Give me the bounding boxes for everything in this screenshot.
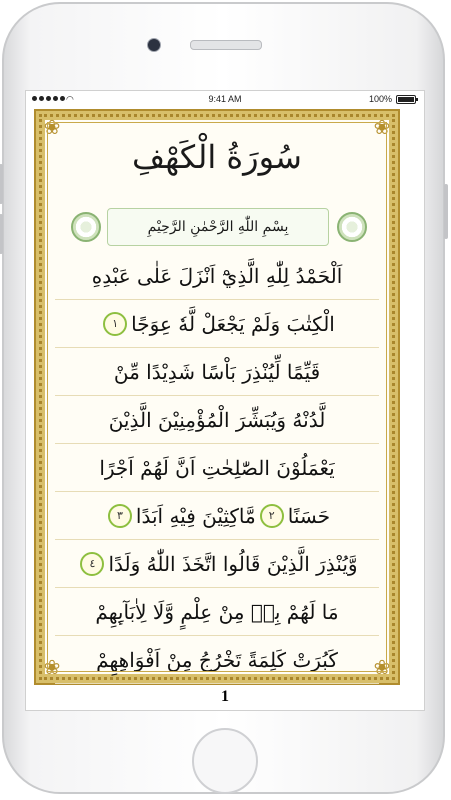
verse-line (55, 588, 379, 636)
verse-line (55, 348, 379, 396)
verse-line (55, 300, 379, 348)
speaker-grille (190, 40, 262, 50)
basmala-banner (107, 208, 329, 246)
ayah-marker: ٣ (108, 504, 132, 528)
verse-text: لَّدُنْهُ وَيُبَشِّرَ الْمُؤْمِنِيْنَ الَّذِيْنَ (108, 407, 326, 432)
power-button (444, 184, 448, 239)
ayah-marker: ١ (103, 312, 127, 336)
rosette-ornament-icon (71, 212, 101, 242)
corner-ornament-icon: ❀ (43, 115, 61, 139)
verse-text: وَّيُنْذِرَ الَّذِيْنَ قَالُوا اتَّخَذَ اللّٰهُ وَلَدًا (108, 551, 358, 576)
verse-line (55, 252, 379, 300)
ayah-marker: ٢ (260, 504, 284, 528)
status-bar (26, 91, 424, 109)
home-button[interactable] (192, 728, 258, 794)
screen (25, 90, 425, 711)
wifi-icon: ◠ (66, 94, 74, 104)
front-camera-icon (147, 38, 161, 52)
verse-line (55, 396, 379, 444)
verse-text: مَّاكِثِيْنَ فِيْهِ اَبَدًا (135, 503, 256, 528)
verse-line (55, 540, 379, 588)
verse-text: يَعْمَلُوْنَ الصّٰلِحٰتِ اَنَّ لَهُمْ اَجْرًا (99, 455, 335, 480)
verses-block (55, 252, 379, 684)
basmala-text: بِسْمِ اللّٰهِ الرَّحْمٰنِ الرَّحِيْمِ (147, 219, 289, 235)
verse-text: الْكِتٰبَ وَلَمْ يَجْعَلْ لَّهٗ عِوَجًا (131, 311, 335, 336)
verse-text: حَسَنًا (287, 503, 331, 528)
verse-text: كَبُرَتْ كَلِمَةً تَخْرُجُ مِنْ اَفْوَاهِهِمْ (96, 647, 338, 672)
battery-percentage: 100% (368, 94, 392, 104)
verse-text: مَا لَهُمْ بِهٖ مِنْ عِلْمٍ وَّلَا لِاٰبَآىِٕهِمْ (95, 599, 339, 624)
volume-down-button (0, 214, 3, 254)
corner-ornament-icon: ❀ (43, 655, 61, 679)
page-number: 1 (221, 688, 229, 705)
surah-title: سُورَةُ الْكَهْفِ (132, 138, 302, 176)
corner-ornament-icon: ❀ (373, 655, 391, 679)
battery-icon (396, 95, 416, 104)
corner-ornament-icon: ❀ (373, 115, 391, 139)
verse-text: قَيِّمًا لِّيُنْذِرَ بَاْسًا شَدِيْدًا مِّنْ (113, 359, 321, 384)
verse-line (55, 636, 379, 684)
volume-up-button (0, 164, 3, 204)
ayah-marker: ٤ (80, 552, 104, 576)
mushaf-page-frame (36, 111, 398, 683)
verse-line (55, 444, 379, 492)
status-time: 9:41 AM (208, 94, 242, 104)
verse-line (55, 492, 379, 540)
rosette-ornament-icon (337, 212, 367, 242)
verse-text: اَلْحَمْدُ لِلّٰهِ الَّذِيْٓ اَنْزَلَ عَلٰى عَبْدِهِ (91, 263, 343, 288)
